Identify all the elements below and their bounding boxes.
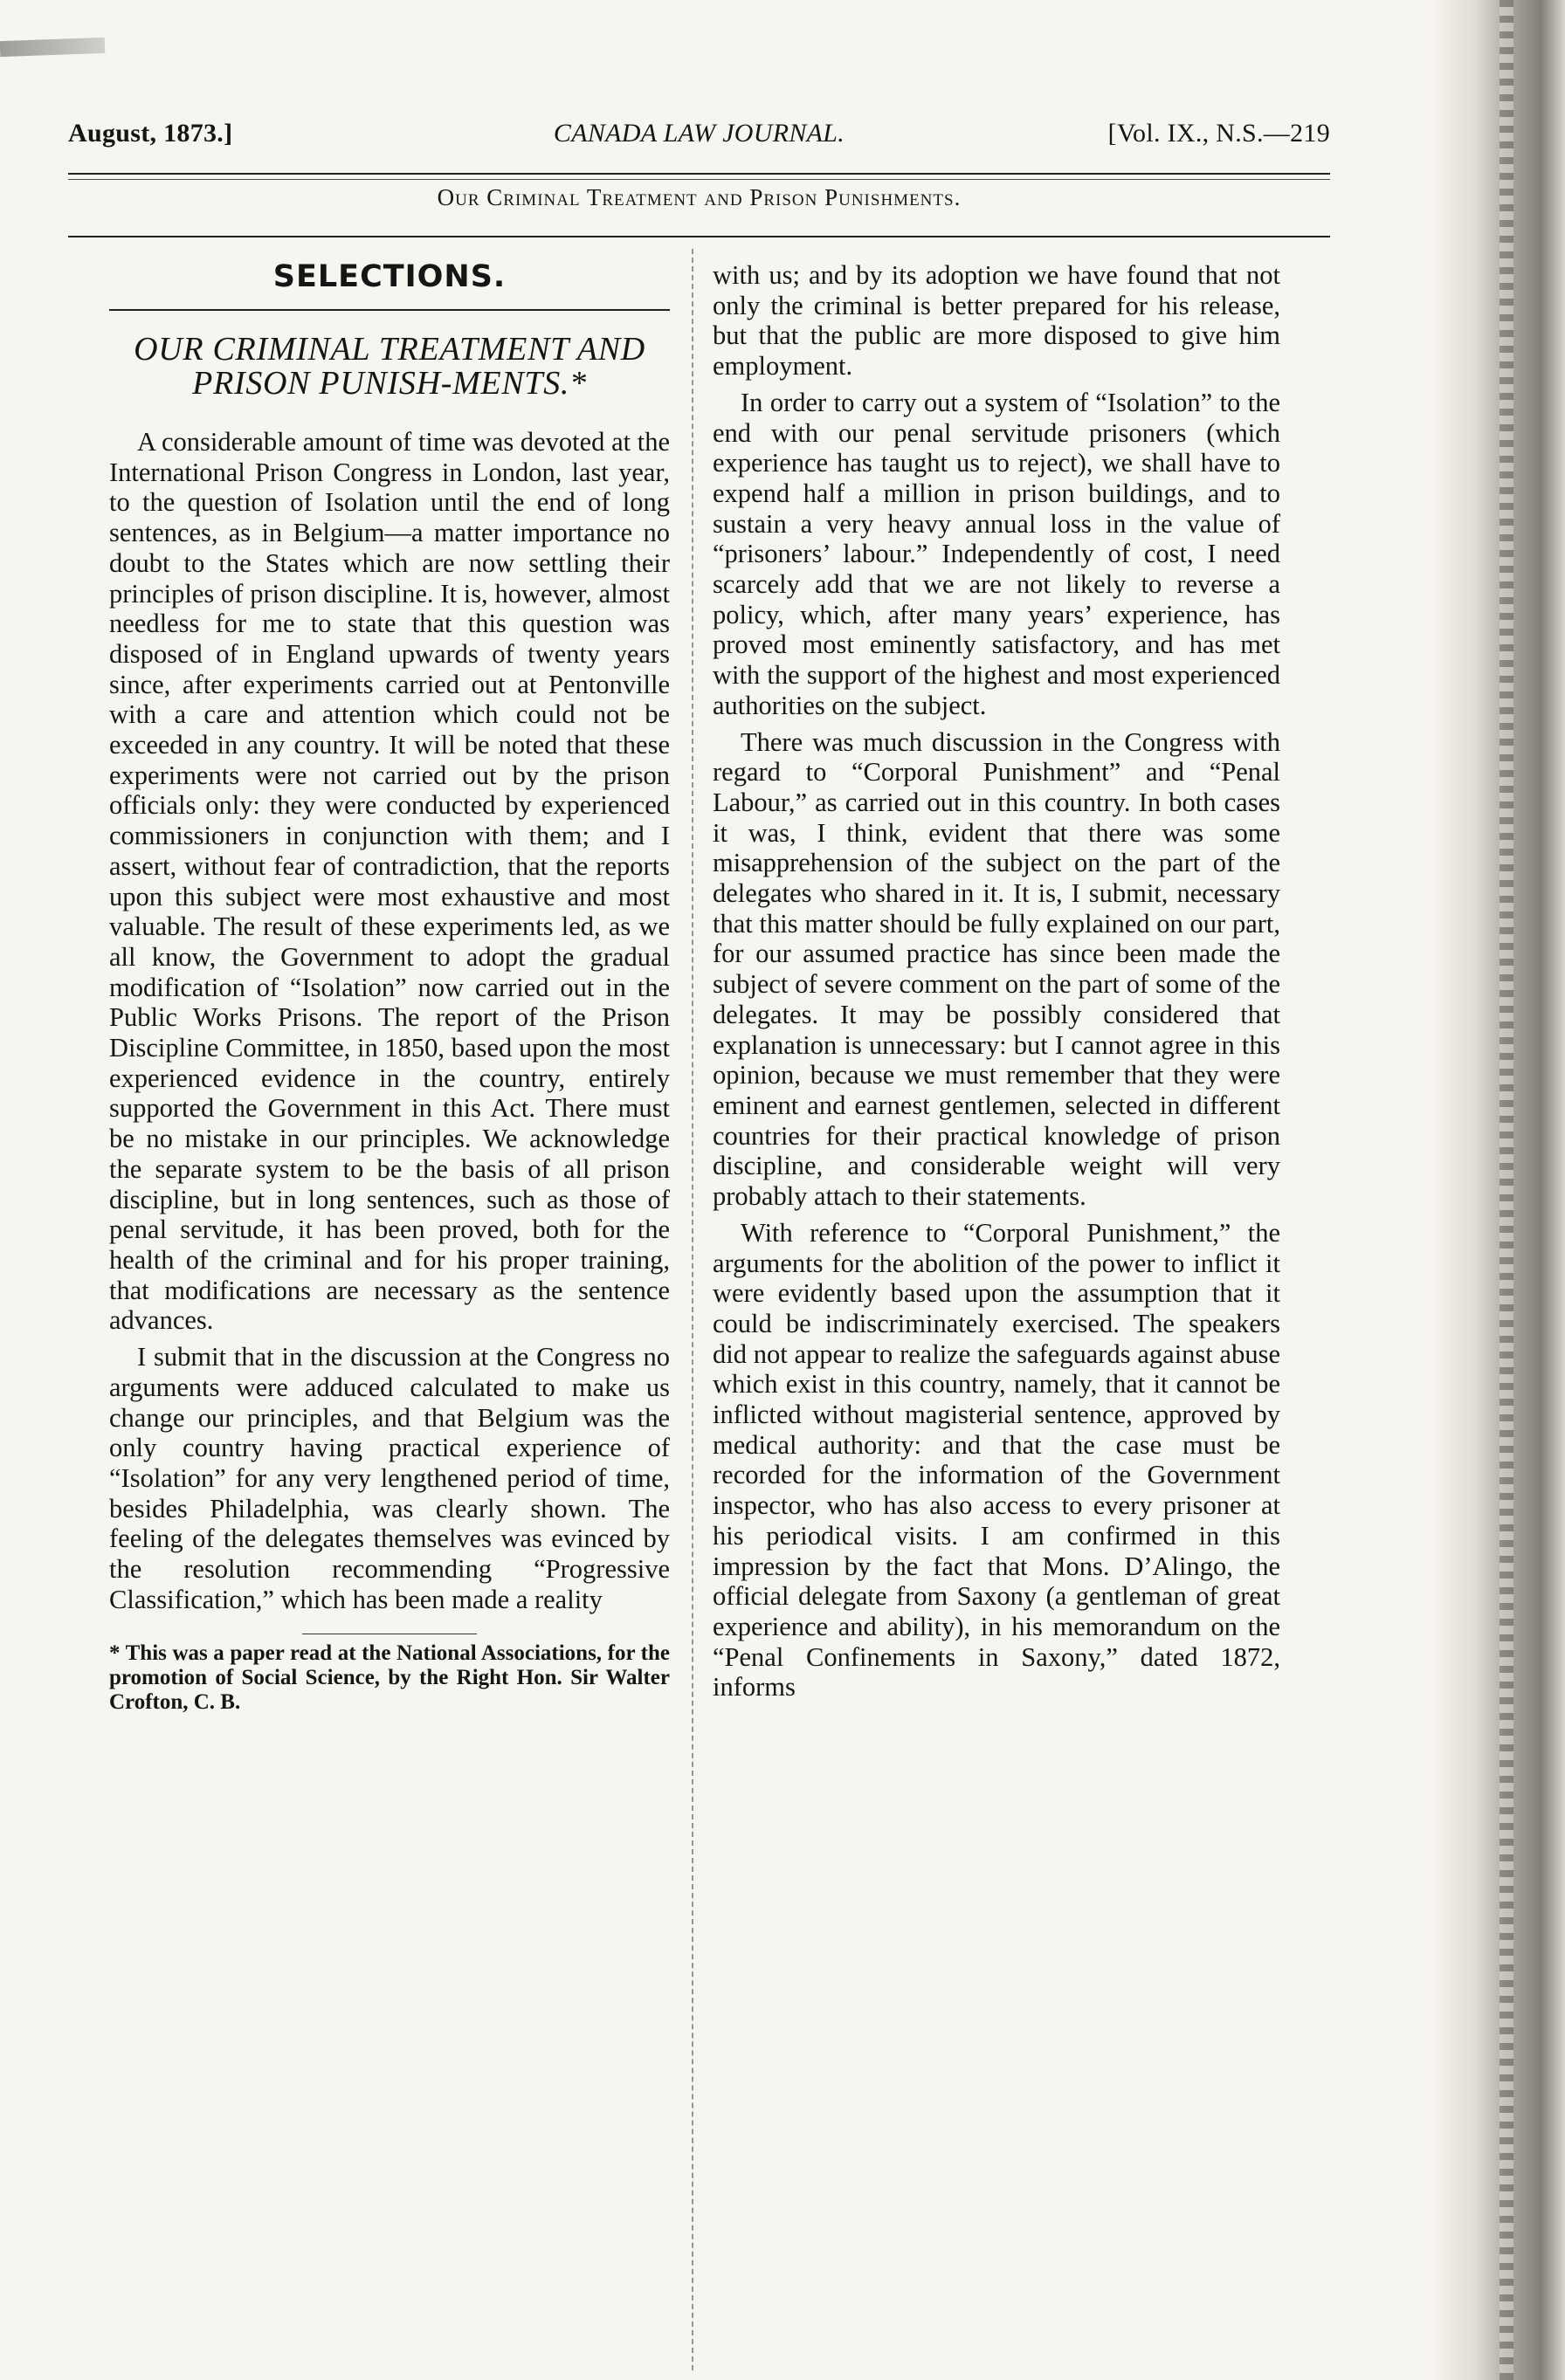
selections-heading: SELECTIONS. (272, 259, 507, 294)
column-divider (692, 249, 693, 2370)
left-column (109, 251, 670, 1715)
scan-corner-mark (0, 38, 105, 57)
journal-title: CANADA LAW JOURNAL. (553, 119, 845, 148)
issue-date: August, 1873.] (68, 119, 233, 148)
left-paragraph-2: I submit that in the discussion at the Congress no arguments were adduced calculated to make us change our principles, and that Belgium was the only country having practical experience of “Isolation” for any very lengthened period of time, besides Philadelphia, was clearly shown. The feeling of the delegates themselves was evinced by the resolution recommending “Progressive Classification,” which has been made a reality (109, 1342, 670, 1614)
right-paragraph-2: In order to carry out a system of “Isolation” to the end with our penal servitude prisoners (which experience has taught us to reject), we shall have to expend half a million in prison buildings, and to sustain a very heavy annual loss in the value of “prisoners’ labour.” Independently of cost, I need scarcely add that we are not likely to reverse a policy, which, after many years’ experience, has proved most eminently satisfactory, and has met with the support of the highest and most experienced authorities on the subject. (713, 387, 1280, 720)
article-title: OUR CRIMINAL TREATMENT AND PRISON PUNISH-MENTS.* (134, 331, 645, 402)
running-section-title: Our Criminal Treatment and Prison Punishments. (437, 184, 962, 210)
section-title-rule (68, 236, 1330, 237)
volume-page: [Vol. IX., N.S.—219 (1107, 119, 1330, 148)
selections-rule (109, 309, 670, 311)
footnote: * This was a paper read at the National Associations, for the promotion of Social Science, by the Right Hon. Sir Walter Crofton, C. B. (109, 1641, 670, 1715)
right-paragraph-4: With reference to “Corporal Punishment,” the arguments for the abolition of the power to inflict it were evidently based upon the assumption that it could be indiscriminately exercised. The speakers did not appear to realize the safeguards against abuse which exist in this country, namely, that it cannot be inflicted without magisterial sentence, approved by medical authority: and that the case must be recorded for the information of the Government inspector, who has also access to every prisoner at his periodical visits. I am confirmed in this impression by the fact that Mons. D’Alingo, the official delegate from Saxony (a gentleman of great experience and ability), in his memorandum on the “Penal Confinements in Saxony,” dated 1872, informs (713, 1217, 1280, 1702)
right-paragraph-3: There was much discussion in the Congress with regard to “Corporal Punishment” and “Penal Labour,” as carried out in this country. In both cases it was, I think, evident that there was some misapprehension of the subject on the part of the delegates who shared in it. It is, I submit, necessary that this matter should be fully explained on our part, for our assumed practice has since been made the subject of severe comment on the part of some of the delegates. It may be possibly considered that explanation is unnecessary: but I cannot agree in this opinion, because we must remember that they were eminent and earnest gentlemen, selected in different countries for their practical knowledge of prison discipline, and considerable weight will very probably attach to their statements. (713, 726, 1280, 1212)
right-paragraph-1: with us; and by its adoption we have found that not only the criminal is better prepared for his release, but that the public are more disposed to give him employment. (713, 260, 1280, 382)
scanned-binding-edge (1430, 0, 1565, 2380)
right-column (713, 260, 1280, 1702)
running-header (68, 112, 1330, 155)
left-paragraph-1: A considerable amount of time was devoted at the International Prison Congress in London, last year, to the question of Isolation until the end of long sentences, as in Belgium—a matter importance no doubt to the States which are now settling their principles of prison discipline. It is, however, almost needless for me to state that this question was disposed of in England upwards of twenty years since, after experiments carried out at Pentonville with a care and attention which could not be exceeded in any country. It will be noted that these experiments were not carried out by the prison officials only: they were conducted by experienced commissioners in conjunction with them; and I assert, without fear of contradiction, that the reports upon this subject were most exhaustive and most valuable. The result of these experiments led, as we all know, the Government to adopt the gradual modification of “Isolation” now carried out in the Public Works Prisons. The report of the Prison Discipline Committee, in 1850, based upon the most experienced evidence in the country, entirely supported the Government in this Act. There must be no mistake in our principles. We acknowledge the separate system to be the basis of all prison discipline, but in long sentences, such as those of penal servitude, it has been proved, both for the health of the criminal and for his proper training, that modifications are necessary as the sentence advances. (109, 427, 670, 1336)
